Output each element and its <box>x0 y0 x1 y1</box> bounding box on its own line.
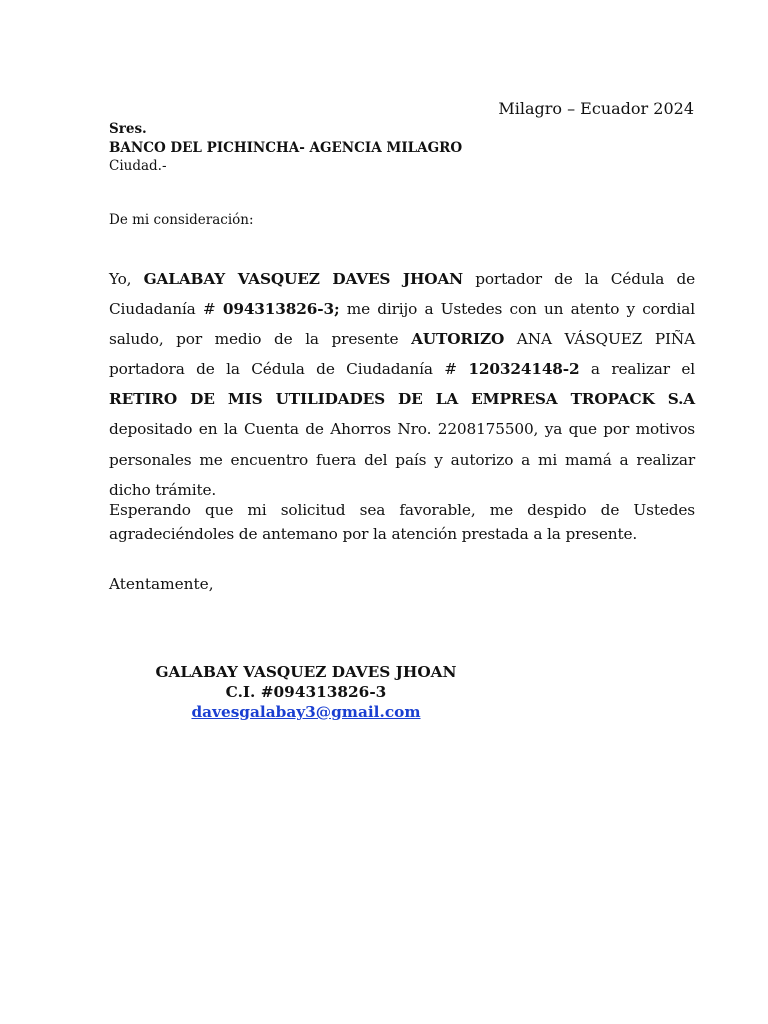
greeting: De mi consideración: <box>109 212 254 228</box>
recipient-bank: BANCO DEL PICHINCHA- AGENCIA MILAGRO <box>109 139 463 156</box>
body-text-4: ANA VÁSQUEZ PIÑA portadora de la Cédula de Ciudadanía # <box>109 330 695 379</box>
body-id-2: 120324148-2 <box>468 360 580 379</box>
recipient-block <box>109 120 462 176</box>
body-paragraph <box>109 264 695 505</box>
recipient-salutation: Sres. <box>109 121 147 137</box>
body-text-6: depositado en la Cuenta de Ahorros Nro. 2208175500, ya que por motivos personales me encuentro fuera del país y autorizo a mi mamá a realizar dicho trámite. <box>109 420 695 499</box>
body-authorize: AUTORIZO <box>411 330 505 349</box>
letter-date: Milagro – Ecuador 2024 <box>498 99 694 118</box>
body-text-5: a realizar el <box>579 360 695 379</box>
body-text-2: portador de la Cédula de Ciudadanía # <box>109 270 695 319</box>
signature-email-link[interactable]: davesgalabay3@gmail.com <box>191 703 421 721</box>
signature-ci: C.I. #094313826-3 <box>225 683 387 701</box>
signoff: Atentamente, <box>109 575 214 593</box>
body-text-3: me dirijo a Ustedes con un atento y cordial saludo, por medio de la presente <box>109 300 695 349</box>
body-id-1: 094313826-3; <box>222 300 340 319</box>
signature-block <box>150 662 462 722</box>
closing-paragraph: Esperando que mi solicitud sea favorable, me despido de Ustedes agradeciéndoles de antemano por la atención prestada a la presente. <box>109 501 695 543</box>
body-name: GALABAY VASQUEZ DAVES JHOAN <box>143 270 464 288</box>
body-withdrawal: RETIRO DE MIS UTILIDADES DE LA EMPRESA TROPACK S.A <box>109 390 695 409</box>
recipient-city: Ciudad.- <box>109 158 167 174</box>
signature-name: GALABAY VASQUEZ DAVES JHOAN <box>155 663 457 681</box>
body-text-1: Yo, <box>109 270 144 288</box>
